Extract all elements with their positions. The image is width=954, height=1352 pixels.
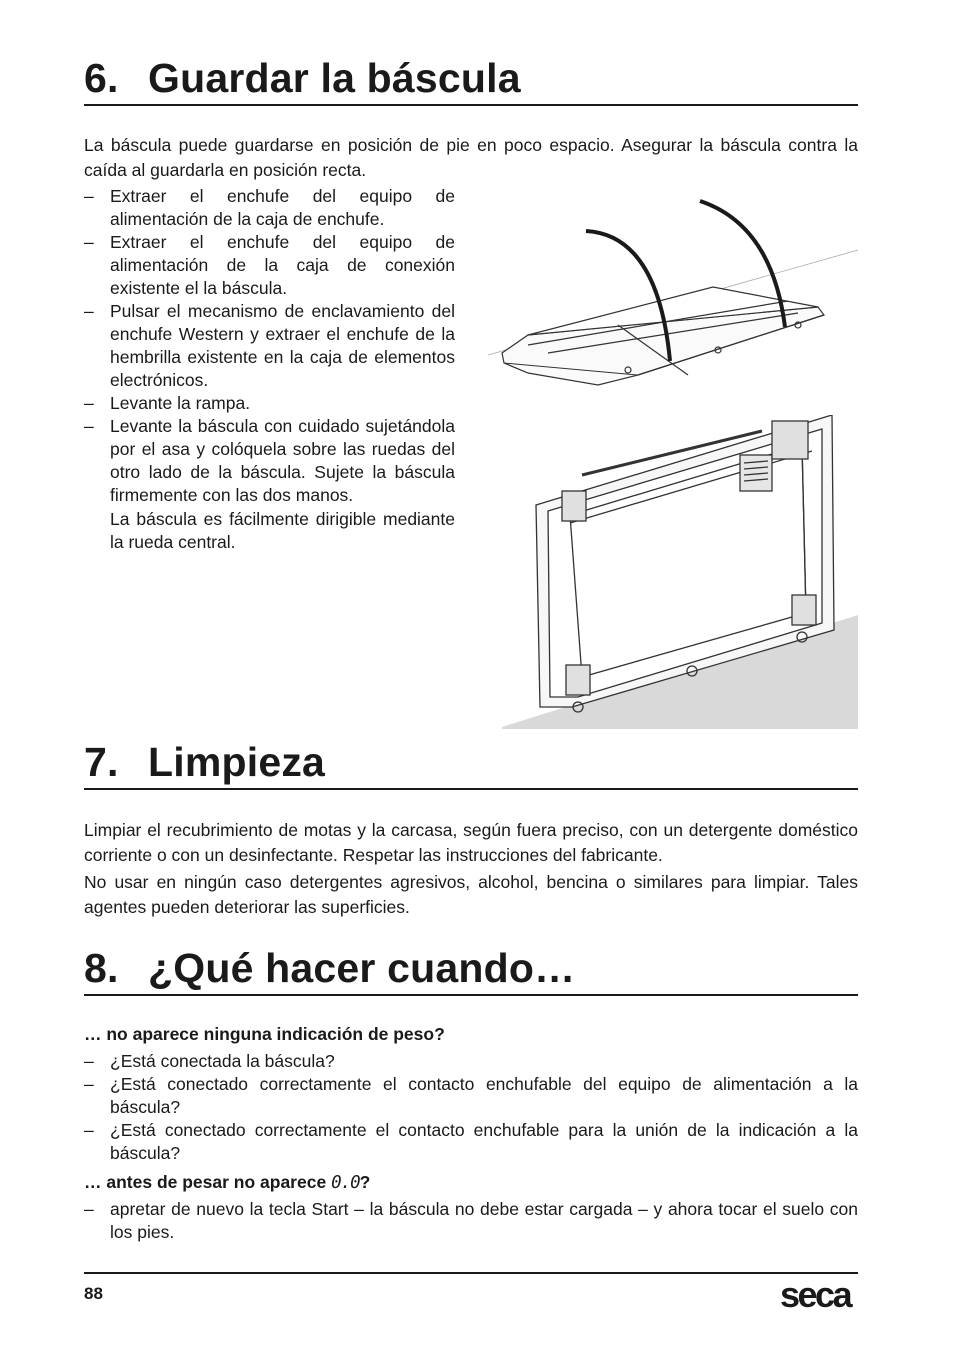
list-item — [84, 1119, 858, 1165]
question-no-zero — [84, 1171, 370, 1194]
seca-logo-text: seca — [780, 1276, 851, 1312]
list-dash: – — [84, 416, 94, 436]
step-text: Levante la rampa. — [110, 393, 251, 413]
question-no-zero-text: … antes de pesar no aparece — [84, 1172, 332, 1192]
section-7-paragraph-1: Limpiar el recubrimiento de motas y la carcasa, según fuera preciso, con un detergente doméstico corriente o con un desinfectante. Respetar las instrucciones del fabricante. — [84, 820, 858, 865]
list-item — [84, 1073, 858, 1119]
page-number: 88 — [84, 1284, 103, 1303]
section-6-number: 6. — [84, 55, 119, 101]
question-no-weight-checks — [84, 1050, 858, 1165]
section-6-heading — [84, 55, 858, 101]
remedy-text: apretar de nuevo la tecla Start – la báscula no debe estar cargada – y ahora tocar el suelo con los pies. — [110, 1199, 858, 1242]
section-6-intro: La báscula puede guardarse en posición de pie en poco espacio. Asegurar la báscula contra la caída al guardarla en posición recta. — [84, 135, 858, 180]
lcd-zero-display: 0.0 — [331, 1173, 360, 1193]
list-item — [84, 300, 455, 392]
list-item — [84, 231, 455, 300]
section-6-title: Guardar la báscula — [148, 55, 521, 101]
list-item — [84, 185, 455, 231]
seca-logo — [780, 1276, 858, 1312]
section-8-heading — [84, 945, 858, 991]
step-note: La báscula es fácilmente dirigible mediante la rueda central. — [110, 509, 455, 552]
question-no-zero-remedy — [84, 1198, 858, 1244]
list-dash: – — [84, 186, 94, 206]
section-6-steps — [84, 185, 455, 554]
list-item — [84, 392, 455, 415]
section-6-rule — [84, 104, 858, 106]
section-7-heading — [84, 739, 858, 785]
section-7-number: 7. — [84, 739, 119, 785]
step-text: Levante la báscula con cuidado sujetándola por el asa y colóquela sobre las ruedas del otro lado de la báscula. Sujete la báscula firmemente con las dos manos. — [110, 416, 455, 505]
list-dash: – — [84, 1051, 94, 1071]
section-7-paragraph-2: No usar en ningún caso detergentes agresivos, alcohol, bencina o similares para limpiar. Tales agentes pueden deteriorar las superficies. — [84, 872, 858, 917]
list-item — [84, 1050, 858, 1073]
step-text: Extraer el enchufe del equipo de alimentación de la caja de conexión existente el la báscula. — [110, 232, 455, 298]
step-text: Pulsar el mecanismo de enclavamiento del enchufe Western y extraer el enchufe de la hembrilla existente en la caja de elementos electrónicos. — [110, 301, 455, 390]
list-dash: – — [84, 301, 94, 321]
list-dash: – — [84, 232, 94, 252]
list-dash: – — [84, 393, 94, 413]
ramp-lift-illustration — [488, 195, 860, 395]
check-text: ¿Está conectado correctamente el contacto enchufable para la unión de la indicación a la báscula? — [110, 1120, 858, 1163]
list-dash: – — [84, 1199, 94, 1219]
check-text: ¿Está conectado correctamente el contacto enchufable del equipo de alimentación a la báscula? — [110, 1074, 858, 1117]
question-mark: ? — [359, 1172, 371, 1192]
section-8-title: ¿Qué hacer cuando… — [148, 945, 576, 991]
upright-scale-illustration — [502, 415, 858, 729]
footer-rule — [84, 1272, 858, 1274]
question-no-weight: … no aparece ninguna indicación de peso? — [84, 1024, 445, 1044]
section-7-rule — [84, 788, 858, 790]
list-item — [84, 415, 455, 554]
list-dash: – — [84, 1120, 94, 1140]
section-7-title: Limpieza — [148, 739, 326, 785]
list-dash: – — [84, 1074, 94, 1094]
section-8-number: 8. — [84, 945, 119, 991]
check-text: ¿Está conectada la báscula? — [110, 1051, 335, 1071]
step-text: Extraer el enchufe del equipo de alimentación de la caja de enchufe. — [110, 186, 455, 229]
section-8-rule — [84, 994, 858, 996]
list-item — [84, 1198, 858, 1244]
